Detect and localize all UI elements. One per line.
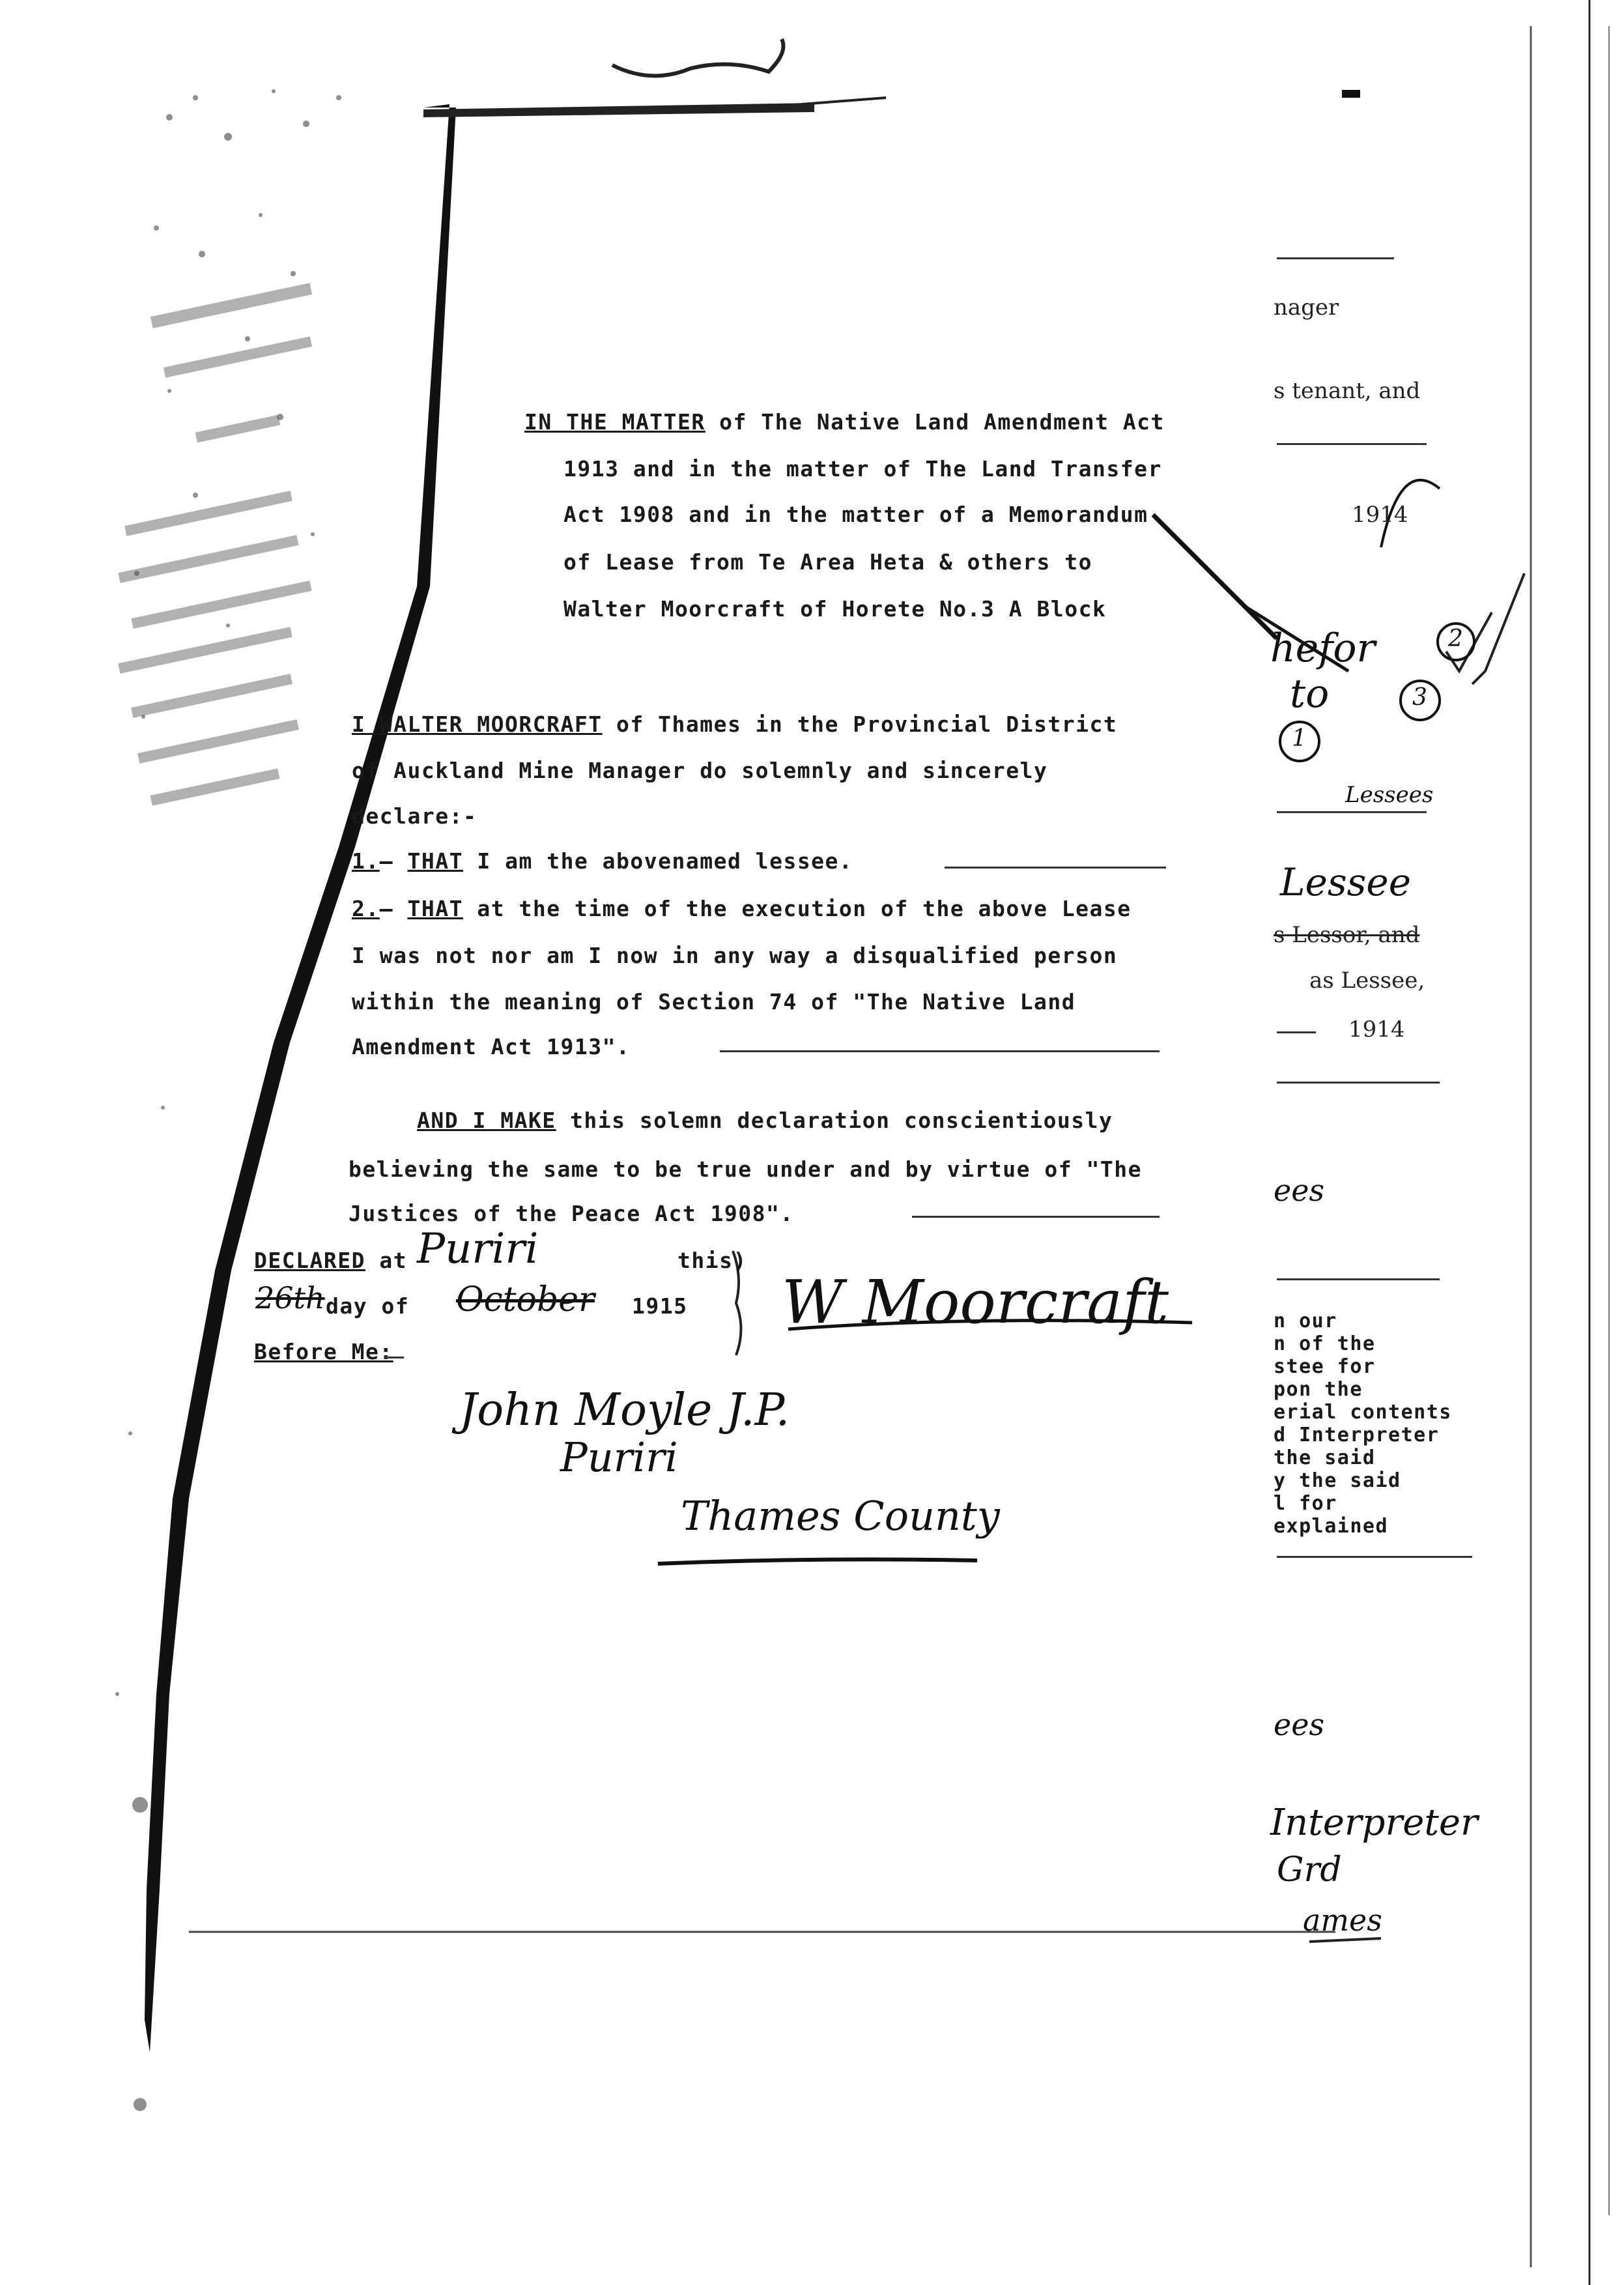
heading-line-1 [524,409,1165,435]
bg-rule [1277,1278,1440,1280]
bg-hw-grd: Grd [1277,1850,1342,1890]
bg-rule [1277,257,1394,259]
declarant-signature: W Moorcraft [782,1267,1169,1337]
before-me-text: Before Me: [254,1339,393,1364]
declarant-name: I WALTER MOORCRAFT [352,711,603,737]
bg-right-line: explained [1274,1515,1389,1538]
month: October [456,1280,595,1319]
intro-line-2: of Auckland Mine Manager do solemnly and sincerely [352,758,1048,783]
item-1-that: THAT [407,848,463,874]
item-1: 1.— THAT I am the abovenamed lessee. [352,848,853,874]
item-2-that: THAT [407,896,463,921]
bg-year-1: 1914 [1352,502,1408,528]
intro-line-3: declare:- [352,803,477,829]
at-label: at [379,1248,408,1273]
bg-manager: nager [1274,295,1339,321]
closing-lead: AND I MAKE [417,1108,556,1133]
declared-place: Puriri [417,1225,539,1273]
item-2-line-3: within the meaning of Section 74 of "The Native Land [352,989,1076,1014]
jurat-line-1 [254,1248,407,1273]
circle-number-2: 2 [1448,625,1463,652]
bg-hw-ames: ames [1303,1903,1382,1938]
bg-right-line: stee for [1274,1355,1376,1378]
heading-line-1-rest: of The Native Land Amendment Act [719,409,1165,435]
bg-rule [1277,443,1427,445]
closing-line-3: Justices of the Peace Act 1908". [349,1201,794,1226]
item-1-number: 1. [352,848,380,874]
item-2-rule [720,1050,1160,1052]
item-2-number: 2. [352,896,380,921]
bg-hw-interpreter: Interpreter [1270,1802,1478,1844]
circle-number-1: 1 [1292,725,1307,752]
item-2-line-1-text: at the time of the execution of the above Lease [477,896,1132,921]
bg-hw-hefor: hefor [1270,625,1376,671]
heading-line-4: of Lease from Te Area Heta & others to [563,549,1092,575]
before-me-rule [384,1357,404,1358]
before-me-label [254,1339,393,1364]
day-number: 26th [255,1280,325,1315]
bg-right-line: d Interpreter [1274,1424,1440,1446]
year: 1915 [632,1293,688,1319]
closing-line-2: believing the same to be true under and by virtue of "The [349,1157,1142,1182]
bg-hw-fragment-2: ees [1274,1707,1325,1742]
item-2-line-4: Amendment Act 1913". [352,1034,631,1059]
bg-right-line: pon the [1274,1378,1363,1401]
bg-rule [1277,811,1427,813]
bg-right-line: erial contents [1274,1401,1452,1424]
bg-right-line: y the said [1274,1469,1401,1492]
bg-right-line: n of the [1274,1332,1376,1355]
bg-right-line: l for [1274,1492,1337,1515]
day-of-label: day of [326,1293,410,1319]
item-1-rule [945,867,1166,869]
closing-line-1 [417,1108,1113,1133]
bg-hw-fragment: ees [1274,1173,1325,1208]
declared-label: DECLARED [254,1248,365,1273]
bg-as-lessee: as Lessee, [1309,968,1425,994]
bg-hw-to: to [1290,671,1330,717]
circle-number-3: 3 [1412,684,1427,711]
heading-lead: IN THE MATTER [524,409,705,435]
bg-right-lines [1274,1310,1452,1538]
bg-right-line: n our [1274,1310,1337,1332]
jp-county: Thames County [681,1492,1000,1540]
item-1-text: I am the abovenamed lessee. [477,848,853,874]
bg-hw-lessee: Lessee [1280,860,1412,904]
bg-rule [1277,1082,1440,1084]
intro-line-1 [352,711,1117,737]
bg-lessor: s Lessor, and [1274,922,1420,948]
jp-place: Puriri [560,1433,678,1481]
heading-line-2: 1913 and in the matter of The Land Transfer [563,456,1162,481]
item-2-line-2: I was not nor am I now in any way a disqualified person [352,943,1118,968]
intro-line-1-rest: of Thames in the Provincial District [616,711,1118,737]
bg-rule [1277,1031,1316,1033]
jp-name: John Moyle J.P. [459,1385,790,1436]
bg-year-2: 1914 [1348,1016,1405,1042]
item-2-line-1: 2.— THAT at the time of the execution of the above Lease [352,896,1132,921]
heading-line-5: Walter Moorcraft of Horete No.3 A Block [563,596,1107,622]
bg-lessees: Lessees [1345,782,1434,808]
this-label: this) [677,1248,747,1273]
bg-tenant: s tenant, and [1274,378,1421,404]
heading-line-3: Act 1908 and in the matter of a Memorandum [563,502,1148,527]
bg-rule [1277,1556,1472,1558]
bg-right-line: the said [1274,1446,1376,1469]
closing-line-1-text: this solemn declaration conscientiously [570,1108,1113,1133]
closing-rule [912,1216,1160,1218]
